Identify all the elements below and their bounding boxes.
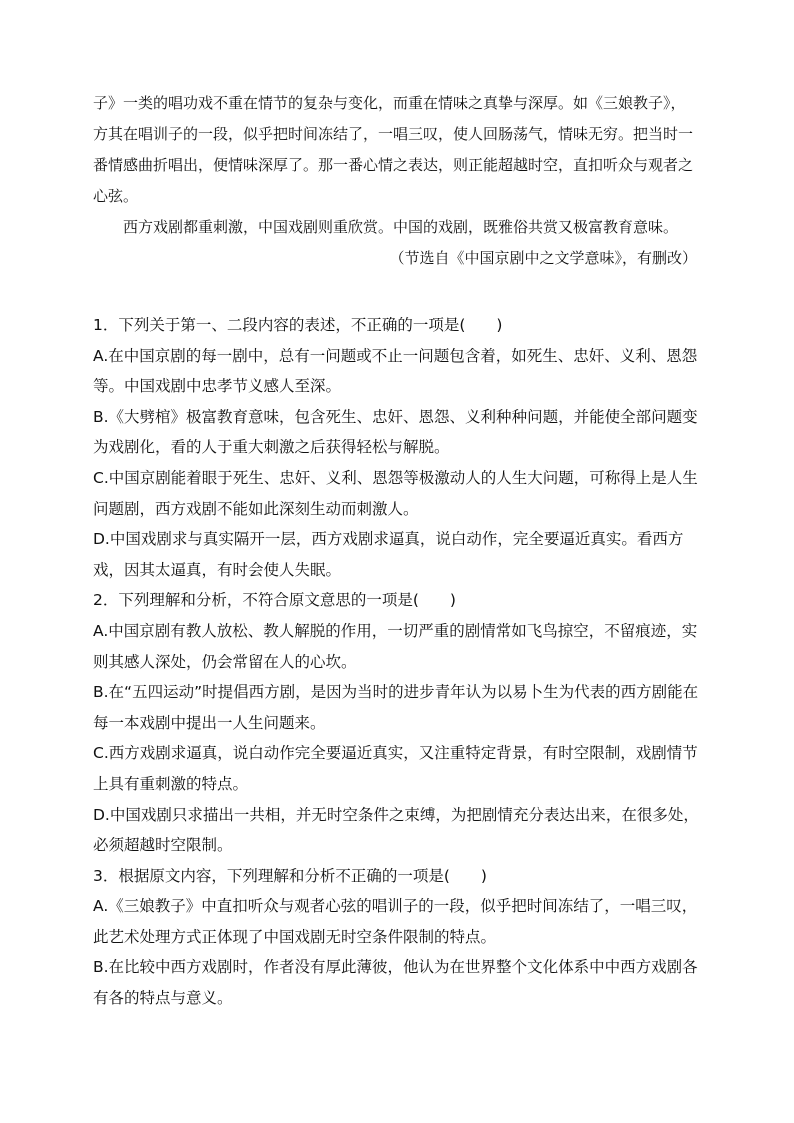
option-b: B.《大劈棺》极富教育意味，包含死生、忠奸、恩怨、义利种种问题，并能使全部问题变为戏剧化，看的人于重大刺激之后获得轻松与解脱。 [93,407,698,457]
question-stem: 2．下列理解和分析，不符合原文意思的一项是( ) [93,591,456,610]
question-1 [93,310,699,585]
option-d: D.中国戏剧求与真实隔开一层，西方戏剧求逼真，说白动作，完全要逼近真实。看西方戏，因其太逼真，有时会使人失眠。 [93,530,684,579]
question-stem: 3．根据原文内容，下列理解和分析不正确的一项是( ) [93,866,487,885]
question-list [93,310,699,1014]
passage [93,88,699,274]
option-c: C.西方戏剧求逼真，说白动作完全要逼近真实，又注重特定背景，有时空限制，戏剧情节上具有重刺激的特点。 [93,744,698,793]
option-a: A.在中国京剧的每一剧中，总有一问题或不止一问题包含着，如死生、忠奸、义利、恩怨等。中国戏剧中忠孝节义感人至深。 [93,346,698,396]
question-3 [93,861,699,1014]
option-d: D.中国戏剧只求描出一共相，并无时空条件之束缚，为把剧情充分表达出来，在很多处，必须超越时空限制。 [93,805,699,855]
option-c: C.中国京剧能着眼于死生、忠奸、义利、恩怨等极激动人的人生大问题，可称得上是人生问题剧，西方戏剧不能如此深刻生动而刺激人。 [93,468,698,518]
passage-paragraph: 子》一类的唱功戏不重在情节的复杂与变化，而重在情味之真挚与深厚。如《三娘教子》，方其在唱训子的一段，似乎把时间冻结了，一唱三叹，使人回肠荡气，情味无穷。把当时一番情感曲折唱出，便情味深厚了。那一番心情之表达，则正能超越时空，直扣听众与观者之心弦。 [93,94,694,205]
passage-source: （节选自《中国京剧中之文学意味》，有删改） [389,249,697,267]
passage-paragraph-last: 西方戏剧都重刺激，中国戏剧则重欣赏。中国的戏剧，既雅俗共赏又极富教育意味。 [123,218,679,236]
option-a: A.《三娘教子》中直扣听众与观者心弦的唱训子的一段，似乎把时间冻结了，一唱三叹，此艺术处理方式正体现了中国戏剧无时空条件限制的特点。 [93,897,698,946]
question-2 [93,585,699,860]
option-b: B.在比较中西方戏剧时，作者没有厚此薄彼，他认为在世界整个文化体系中中西方戏剧各有各的特点与意义。 [93,958,698,1008]
question-stem: 1．下列关于第一、二段内容的表述，不正确的一项是( ) [93,316,503,334]
option-a: A.中国京剧有教人放松、教人解脱的作用，一切严重的剧情常如飞鸟掠空，不留痕迹，实则其感人深处，仍会常留在人的心坎。 [93,621,698,671]
option-b: B.在“五四运动”时提倡西方剧，是因为当时的进步青年认为以易卜生为代表的西方剧能在每一本戏剧中提出一人生问题来。 [93,683,699,732]
